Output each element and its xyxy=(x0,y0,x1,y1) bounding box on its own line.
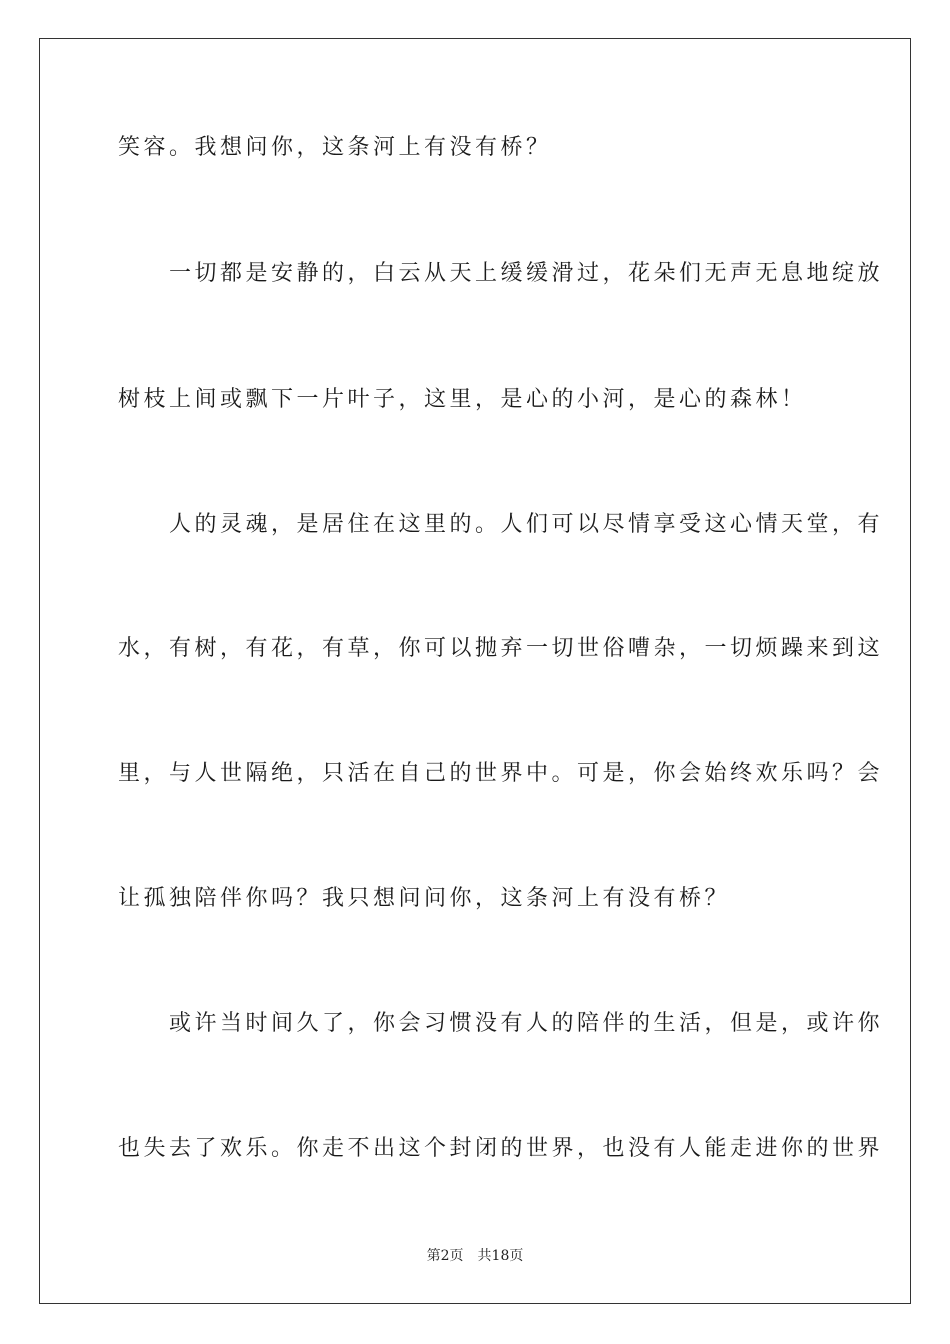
page-border xyxy=(39,38,911,1304)
text-line-7: 让孤独陪伴你吗？我只想问问你，这条河上有没有桥？ xyxy=(118,886,731,911)
text-line-9: 也失去了欢乐。你走不出这个封闭的世界，也没有人能走进你的世界 xyxy=(118,1136,884,1161)
page-footer xyxy=(0,1246,950,1266)
text-line-2: 一切都是安静的，白云从天上缓缓滑过，花朵们无声无息地绽放 xyxy=(118,261,884,286)
text-line-5: 水，有树，有花，有草，你可以抛弃一切世俗嘈杂，一切烦躁来到这 xyxy=(118,636,884,661)
page-number: 第2页 xyxy=(426,1248,464,1264)
text-line-4: 人的灵魂，是居住在这里的。人们可以尽情享受这心情天堂，有 xyxy=(118,512,884,537)
text-line-1: 笑容。我想问你，这条河上有没有桥？ xyxy=(118,135,552,160)
page-total: 共18页 xyxy=(477,1248,524,1264)
text-line-8: 或许当时间久了，你会习惯没有人的陪伴的生活，但是，或许你 xyxy=(118,1011,884,1036)
text-line-6: 里，与人世隔绝，只活在自己的世界中。可是，你会始终欢乐吗？会 xyxy=(118,761,884,786)
text-line-3: 树枝上间或飘下一片叶子，这里，是心的小河，是心的森林！ xyxy=(118,387,807,412)
